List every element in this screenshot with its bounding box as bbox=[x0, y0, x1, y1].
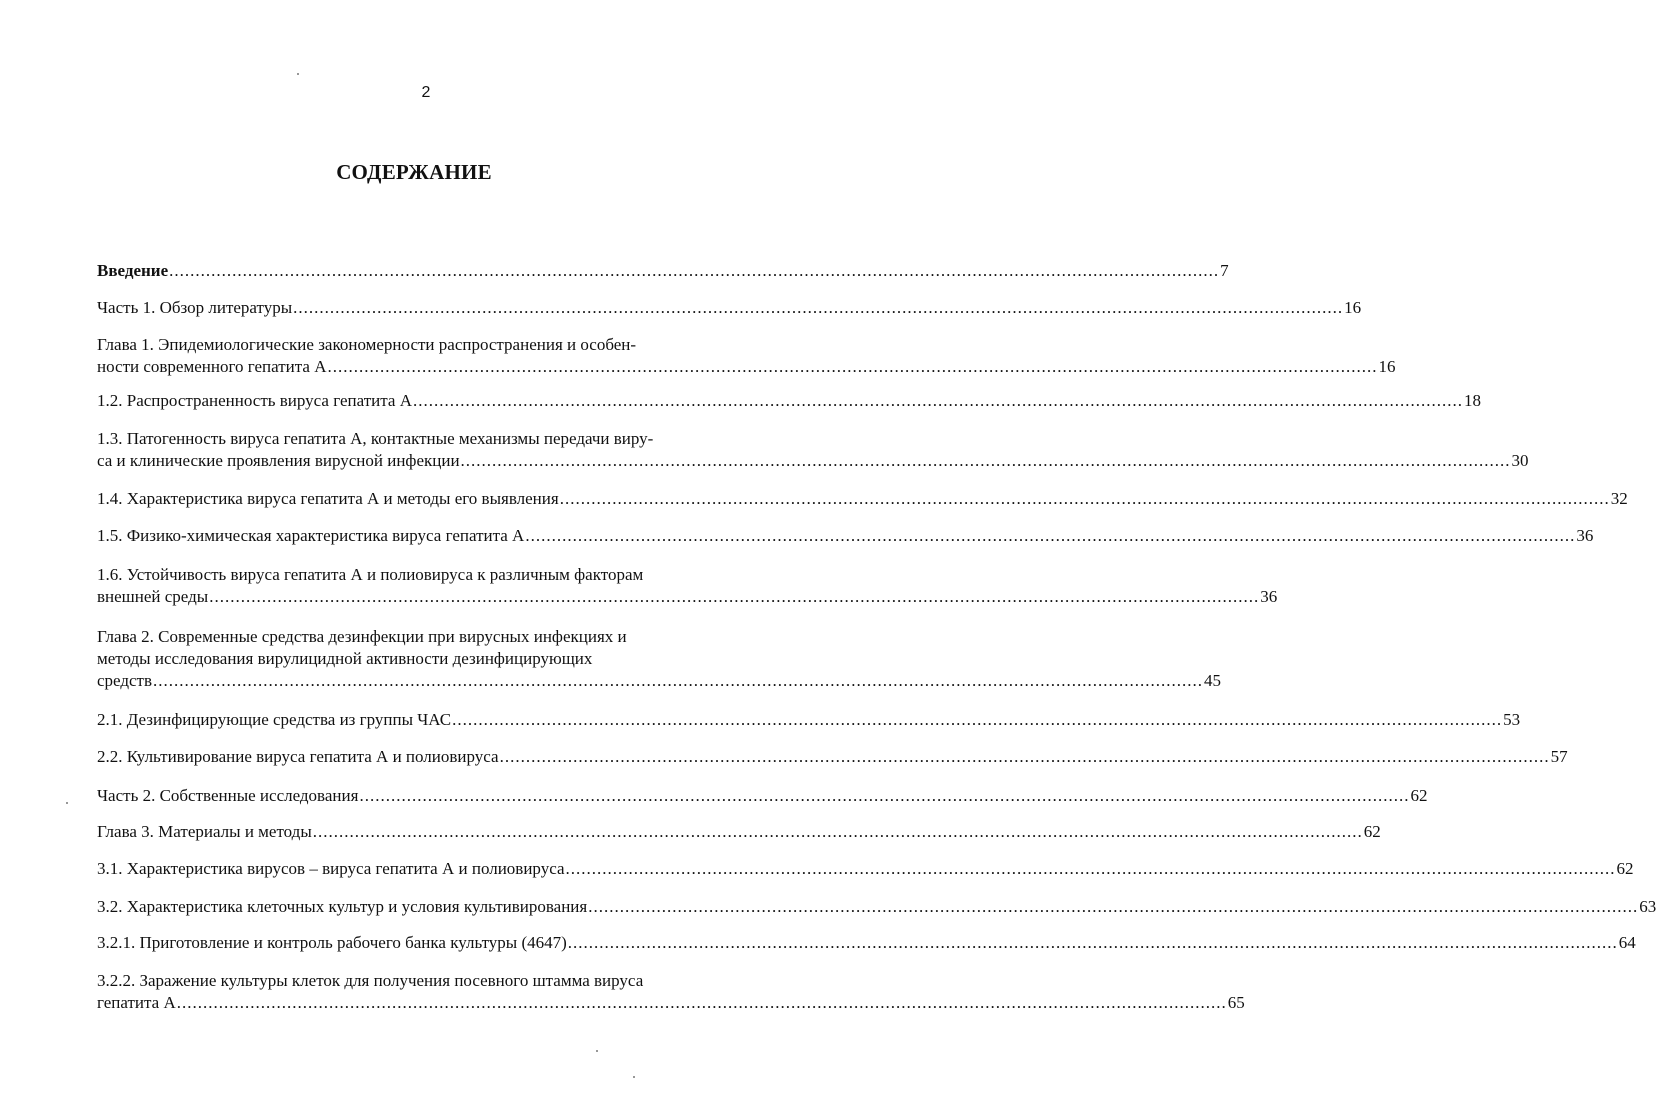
toc-leader: ........................................................................................................................................................................................................ bbox=[359, 786, 1410, 805]
toc-entry-page: 62 bbox=[1410, 786, 1428, 805]
toc-entry-title: Часть 2. Собственные исследования bbox=[97, 786, 359, 805]
toc-entry-page: 16 bbox=[1378, 357, 1396, 376]
toc-entry-3-2-1[interactable] bbox=[97, 932, 1636, 954]
toc-entry-page: 16 bbox=[1344, 298, 1362, 317]
toc-entry-title: 3.2.1. Приготовление и контроль рабочего банка культуры (4647) bbox=[97, 933, 567, 952]
toc-entry-page: 18 bbox=[1463, 391, 1481, 410]
toc-leader: ........................................................................................................................................................................................................ bbox=[499, 747, 1550, 766]
toc-entry-title: 1.4. Характеристика вируса гепатита А и методы его выявления bbox=[97, 489, 559, 508]
toc-entry-part-2[interactable] bbox=[97, 785, 1428, 807]
toc-entry-title-line: 3.2.2. Заражение культуры клеток для получения посевного штамма вируса bbox=[97, 971, 644, 990]
toc-entry-page: 32 bbox=[1610, 489, 1628, 508]
toc-entry-3-2-2[interactable] bbox=[97, 970, 1245, 1014]
toc-entry-title: Часть 1. Обзор литературы bbox=[97, 298, 293, 317]
toc-entry-page: 65 bbox=[1227, 993, 1245, 1012]
toc-entry-chapter-1[interactable] bbox=[97, 334, 1396, 378]
toc-entry-title: Введение bbox=[97, 261, 169, 280]
scan-speck bbox=[633, 1076, 635, 1078]
toc-entry-chapter-3[interactable] bbox=[97, 821, 1381, 843]
toc-leader: ........................................................................................................................................................................................................ bbox=[567, 933, 1618, 952]
scan-speck bbox=[596, 1050, 598, 1052]
toc-entry-2-1[interactable] bbox=[97, 709, 1521, 731]
toc-entry-title: 3.2. Характеристика клеточных культур и условия культивирования bbox=[97, 897, 588, 916]
toc-entry-title-line: методы исследования вирулицидной активности дезинфицирующих bbox=[97, 649, 593, 668]
toc-leader: ........................................................................................................................................................................................................ bbox=[565, 859, 1616, 878]
toc-entry-page: 63 bbox=[1639, 897, 1656, 916]
toc-leader: ........................................................................................................................................................................................................ bbox=[153, 671, 1204, 690]
toc-entry-page: 36 bbox=[1260, 587, 1278, 606]
toc-entry-title-line: Глава 2. Современные средства дезинфекции при вирусных инфекциях и bbox=[97, 627, 627, 646]
toc-entry-page: 36 bbox=[1576, 526, 1594, 545]
toc-entry-title-line: 1.3. Патогенность вируса гепатита А, контактные механизмы передачи виру- bbox=[97, 429, 654, 448]
toc-entry-part-1[interactable] bbox=[97, 297, 1362, 319]
toc-entry-3-1[interactable] bbox=[97, 858, 1634, 880]
toc-leader: ........................................................................................................................................................................................................ bbox=[412, 391, 1463, 410]
toc-entry-1-5[interactable] bbox=[97, 525, 1594, 547]
toc-entry-page: 30 bbox=[1511, 451, 1529, 470]
toc-entry-page: 45 bbox=[1204, 671, 1222, 690]
toc-leader: ........................................................................................................................................................................................................ bbox=[176, 993, 1227, 1012]
scan-speck bbox=[66, 802, 68, 804]
toc-entry-page: 7 bbox=[1220, 261, 1229, 280]
toc-entry-title: 1.2. Распространенность вируса гепатита А bbox=[97, 391, 412, 410]
toc-entry-1-6[interactable] bbox=[97, 564, 1278, 608]
toc-entry-page: 57 bbox=[1550, 747, 1568, 766]
toc-entry-title-line: 1.6. Устойчивость вируса гепатита А и полиовируса к различным факторам bbox=[97, 565, 644, 584]
toc-entry-title: ности современного гепатита А bbox=[97, 357, 327, 376]
toc-leader: ........................................................................................................................................................................................................ bbox=[293, 298, 1344, 317]
toc-entry-1-3[interactable] bbox=[97, 428, 1529, 472]
toc-entry-title: средств bbox=[97, 671, 153, 690]
toc-entry-chapter-2[interactable] bbox=[97, 626, 1222, 692]
toc-entry-title: внешней среды bbox=[97, 587, 209, 606]
toc-entry-title-line: Глава 1. Эпидемиологические закономерности распространения и особен- bbox=[97, 335, 637, 354]
toc-leader: ........................................................................................................................................................................................................ bbox=[169, 261, 1220, 280]
toc-entry-title: 2.1. Дезинфицирующие средства из группы ЧАС bbox=[97, 710, 452, 729]
scan-speck bbox=[297, 73, 299, 75]
page-title: СОДЕРЖАНИЕ bbox=[336, 160, 492, 184]
toc-leader: ........................................................................................................................................................................................................ bbox=[460, 451, 1511, 470]
toc-leader: ........................................................................................................................................................................................................ bbox=[312, 822, 1363, 841]
toc-leader: ........................................................................................................................................................................................................ bbox=[327, 357, 1378, 376]
toc-entry-1-2[interactable] bbox=[97, 390, 1481, 412]
toc-entry-title: 2.2. Культивирование вируса гепатита А и полиовируса bbox=[97, 747, 499, 766]
toc-entry-title: 3.1. Характеристика вирусов – вируса гепатита А и полиовируса bbox=[97, 859, 565, 878]
toc-entry-page: 53 bbox=[1503, 710, 1521, 729]
toc-entry-title: са и клинические проявления вирусной инфекции bbox=[97, 451, 460, 470]
toc-entry-title: гепатита А bbox=[97, 993, 176, 1012]
toc-leader: ........................................................................................................................................................................................................ bbox=[559, 489, 1610, 508]
toc-leader: ........................................................................................................................................................................................................ bbox=[525, 526, 1576, 545]
toc-leader: ........................................................................................................................................................................................................ bbox=[209, 587, 1260, 606]
toc-entry-page: 64 bbox=[1618, 933, 1636, 952]
page-number: 2 bbox=[421, 84, 431, 101]
toc-entry-title: Глава 3. Материалы и методы bbox=[97, 822, 312, 841]
toc-entry-page: 62 bbox=[1363, 822, 1381, 841]
toc-entry-page: 62 bbox=[1616, 859, 1634, 878]
toc-leader: ........................................................................................................................................................................................................ bbox=[452, 710, 1503, 729]
toc-entry-introduction[interactable] bbox=[97, 260, 1229, 282]
toc-leader: ........................................................................................................................................................................................................ bbox=[588, 897, 1639, 916]
toc-entry-2-2[interactable] bbox=[97, 746, 1568, 768]
toc-entry-1-4[interactable] bbox=[97, 488, 1628, 510]
toc-entry-title: 1.5. Физико-химическая характеристика вируса гепатита А bbox=[97, 526, 525, 545]
toc-entry-3-2[interactable] bbox=[97, 896, 1656, 918]
